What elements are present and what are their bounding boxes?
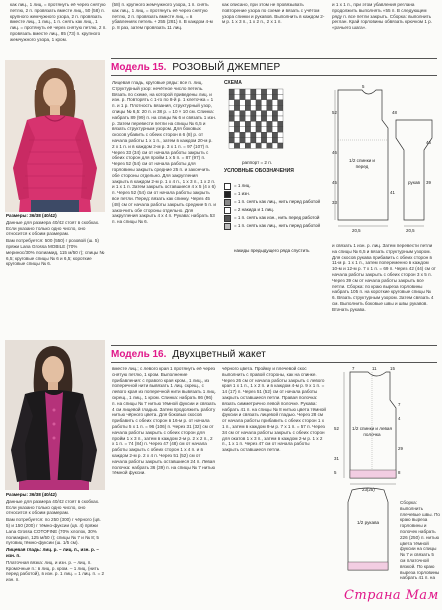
chart-cell <box>240 111 245 116</box>
chart-cell <box>229 143 234 148</box>
chart-cell <box>272 143 277 148</box>
model16-text-col-1: вместе лиц.; с левого края 1 протянуть её через снятую петлю, 1 кром. Выполнение прибавления: с правого края кром., 1 лиц., из поперечной нити вывязать 1 лиц. скрещ., с левого края из поперечной нити вывязать 1 лиц. скрещ., 1 лиц., 1 кром. Спинка: набрать 86 (96) п. на спицы № 7 нитью тёмной фуксии и связать 4 см лицевой гладью. Затем продолжить работу нитью чёрного цвета. Для боковых скосов прибавить с обеих сторон в 16-м р. от начала работы 5 х 1 п. = 96 (106) п. Через 31 (32) см от начала работы закрыть с обеих сторон для пройм 1 х 3 п., затем в каждом 2-м р. 2 х 2 п., 2 х 1 п. = 74 (84) п. Через 47 (48) см от начала работы закрыть с обеих сторон 1 х 4 п. и в каждом 2-м р. 2 х 4 п. Через 51 (52) см от начала работы закрыть оставшиеся 24 п. Левая полочка: набрать 36 (39) п. на спицы № 7 нитью тёмной фуксии. <box>112 366 216 476</box>
chart-cell <box>272 100 277 105</box>
chart-cell <box>229 116 234 121</box>
chart-cell <box>267 121 272 126</box>
model15-photo <box>5 60 105 212</box>
pink-sweater-photo <box>5 60 105 212</box>
chart-cell <box>256 89 261 94</box>
chart-cell <box>267 105 272 110</box>
model16-heading <box>111 347 266 361</box>
chart-cell <box>267 94 272 99</box>
chart-cell <box>261 132 266 137</box>
chart-cell <box>278 132 283 137</box>
legend-text: = 1 п. снять как лиц., нить перед работой <box>234 223 321 228</box>
chart-cell <box>278 100 283 105</box>
model16-title: Двухцветный жакет <box>172 348 267 360</box>
chart-cell <box>240 105 245 110</box>
chart-cell <box>251 100 256 105</box>
chart-cell <box>272 94 277 99</box>
chart-cell <box>272 127 277 132</box>
model16-info: Размеры: 36/38 (40/42) Данные для размера 40/42 стоят в скобках. Если указано только одно число, оно относится к обоим размерам. Вам потребуется: по 250 (300) г чёрного (цв. 5) и 150 (200) г тёмно-фуксии (цв. 4) пряжи Lana Grossa COTOFINE (70% хлопок, 30% полиакрил, 125 м/50 г); спицы № 7 и № 8; 5 пуговиц тёмно-фуксии (ш. 1/5 см). Лицевая гладь: лиц. р. – лиц. п., изн. р. – изн. п. Платочная вязка: лиц. и изн. р. – лиц. п. Кромочные п.: в лиц. р. кром. – 1 лиц. (нить перед работой), в изн. р. 1 лиц. = 1 лиц. п. = 2 изн. п. <box>6 492 105 583</box>
dimension-label: 20,5 <box>406 228 415 233</box>
chart-cell <box>245 116 250 121</box>
chart-cell <box>278 111 283 116</box>
chart-cell <box>245 94 250 99</box>
chart-cell <box>256 111 261 116</box>
chart-cell <box>256 105 261 110</box>
dimension-label: 7 <box>352 366 355 371</box>
chart-cell <box>272 132 277 137</box>
chart-cell <box>256 127 261 132</box>
schema-sleeve-label: рукав <box>408 180 420 185</box>
chart-cell <box>229 138 234 143</box>
legend-swatch <box>224 223 231 230</box>
chart-cell <box>278 121 283 126</box>
chart-cell <box>229 127 234 132</box>
chart-cell <box>229 89 234 94</box>
model16-sizes: Размеры: 36/38 (40/42) <box>6 492 57 497</box>
model15-text-col-2: и связать 1 изн. р. лиц. Затем перевести петли на спицы № 6,5 и вязать структурным узором. Для скосов рукава прибавить с обеих сторон в 11-м р. 1 х 1 п., затем попеременно в каждом 10-м и 12-м р. 7 х 1 п. = 69 п. Через 42 (44) см от начала работы закрыть с обеих сторон 3 х 5 п. Через 39 см от начала работы закрыть все петли. Сборка: по краю выреза горловины набрать 105 п. на короткие круговые спицы № 6. Вязать структурным узором. Затем связать 4 см. Выполнить боковые швы и швы рукавов. Втачать рукава. <box>332 243 436 312</box>
chart-cell <box>234 116 239 121</box>
dimension-label: 45 <box>332 180 337 185</box>
chart-cell <box>229 121 234 126</box>
chart-cell <box>234 121 239 126</box>
legend-item <box>224 214 328 222</box>
chart-cell <box>240 138 245 143</box>
schema-front-back-label: 1/2 спинки и перед <box>349 158 375 169</box>
model15-text-col-1: Лицевая гладь, круговые ряды: все п. лиц. Структурный узор: нечётное число петель. Вязать по схеме, на которой приведены лиц. и изн. р. Повторять с 1-го по 8-й р. 1 клеточка = 1 п. и 1 р. Плотность вязания, структурный узор, спицы № 6,5: 20 п. и 38 р. = 10 × 10 см. Спинка: набрать 89 (99) п. на спицы № 6 и связать 1 изн. р. Затем перевести петли на спицы № 6,5 и вязать структурным узором. Для боковых скосов убавить с обеих сторон в 6 (8) р. от начала работы 1 х 1 п., затем в каждом 20-м р. 2 х 1 п. и в каждом 2-м р. 3 х 1 п. = 97 (107) п. Через 33 (34) см от начала работы закрыть с обеих сторон для пройм 1 х 5 п. = 87 (97) п. Через 52 (54) см от начала работы для горловины закрыть средние 25 п. и закончить обе стороны отдельно. Для закругления закрыть в каждом 2-м р. 1 х 4 п., 1 х 3 п., 1 х 2 п. и 1 х 1 п. Затем закрыть оставшиеся 4 х 5 (4 х 6) п. Через 52 (54) см от начала работы закрыть все петли. Перед: вязать как спинку. Через 45 (48) см от начала работы закрыть средние 5 п. и закончить обе стороны отдельно. Для закругления закрыть 4 х 4 п. Рукава: набрать 53 п. на спицы № 6. <box>112 80 216 225</box>
chart-cell <box>267 138 272 143</box>
dimension-label: 48 <box>392 110 397 115</box>
model16-number: Модель 16. <box>111 348 167 360</box>
chart-cell <box>245 143 250 148</box>
chart-cell <box>245 127 250 132</box>
model16-text-col-3: Сборка: выполнить плечевые швы. По краю выреза горловины и полочек набрать 226 (250) п. нитью цвета тёмной фуксии на спицы № 7 и связать 5 см платочной вязкой. По краю выреза горловины набрать 41 п. на <box>400 500 440 580</box>
model15-chart <box>222 80 330 258</box>
chart-cell <box>251 138 256 143</box>
chart-cell <box>251 121 256 126</box>
top-text-col-3: как описано, при этом не провязывать повторение узора по схеме и вязать с учётом узора спинки и рукавов. Выполнить в каждом 2-м р. 1 х 3 п., 1 х 2 п., 2 х 1 п. <box>222 2 325 25</box>
chart-legend-title: УСЛОВНЫЕ ОБОЗНАЧЕНИЯ <box>224 168 294 174</box>
chart-cell <box>240 132 245 137</box>
chart-cell <box>272 105 277 110</box>
stitch-grid <box>228 88 288 156</box>
dimension-label: 4 <box>398 416 401 421</box>
chart-cell <box>278 105 283 110</box>
dimension-label: 52 <box>334 426 339 431</box>
chart-cell <box>267 100 272 105</box>
chart-cell <box>278 143 283 148</box>
chart-cell <box>251 143 256 148</box>
chart-cell <box>251 116 256 121</box>
dimension-label: 7 <box>398 402 401 407</box>
model16-sleeve-schema <box>338 486 398 586</box>
legend-text: = 1 п. снять как изн., нить перед работой <box>234 215 320 220</box>
chart-cell <box>240 121 245 126</box>
model16-photo <box>5 340 105 490</box>
chart-title: СХЕМА <box>224 80 242 86</box>
legend-text: = 1 п. снять как лиц., нить перед работой <box>234 199 321 204</box>
dimension-label: 46 <box>332 150 337 155</box>
model16-rule <box>111 345 437 346</box>
dimension-label: 29 <box>398 446 403 451</box>
chart-cell <box>261 127 266 132</box>
chart-rapport: раппорт = 2 п. <box>242 160 273 165</box>
site-watermark: Страна Мам <box>344 588 439 603</box>
chart-cell <box>261 143 266 148</box>
chart-cell <box>256 132 261 137</box>
chart-cell <box>240 89 245 94</box>
chart-cell <box>261 111 266 116</box>
chart-cell <box>234 100 239 105</box>
model15-sizes: Размеры: 36/38 (40/42) <box>6 213 57 218</box>
legend-item <box>224 182 328 190</box>
chart-cell <box>229 100 234 105</box>
chart-cell <box>234 111 239 116</box>
chart-cell <box>267 111 272 116</box>
top-text-col-1: как лиц., 1 лиц. = протянуть её через снятую петлю, 2 п. провязать вместе лиц., 50 (58) п. крупного жемчужного узора, 2 п. провязать вместе лиц., 1 лиц., 1 п. снять как лиц., 1 лиц. = протянуть её через снятую петлю, 2 п. провязать вместе лиц., 85 (73) п. крупного жемчужного узора, 1 кром. <box>10 2 107 42</box>
dimension-label: 23(25) <box>362 487 375 492</box>
chart-cell <box>278 116 283 121</box>
legend-text: = 1 лиц. <box>234 183 251 188</box>
chart-cell <box>267 132 272 137</box>
chart-cell <box>234 94 239 99</box>
chart-cell <box>261 105 266 110</box>
model15-schema <box>332 80 438 240</box>
top-text-col-2: (58) п. крупного жемчужного узора, 1 п. снять как лиц., 1 лиц. = протянуть её через снятую петлю, 2 п. провязать вместе лиц. = в убавлениях петель + 255 (281) п. В каждом 4-м р. 8 раз, затем провязать 11 лиц. <box>112 2 213 31</box>
schema16-sleeve-label: 1/2 рукава <box>356 520 380 525</box>
chart-cell <box>261 100 266 105</box>
model15-number: Модель 15. <box>111 61 167 73</box>
chart-cell <box>256 138 261 143</box>
legend-item <box>224 190 328 198</box>
chart-cell <box>256 121 261 126</box>
model15-heading <box>111 60 280 74</box>
chart-cell <box>261 121 266 126</box>
dimension-label: 46 <box>426 140 431 145</box>
chart-cell <box>234 143 239 148</box>
chart-cell <box>251 89 256 94</box>
chart-cell <box>234 127 239 132</box>
chart-cell <box>251 105 256 110</box>
chart-cell <box>245 111 250 116</box>
chart-cell <box>245 89 250 94</box>
legend-text: = 1 изн. <box>234 191 250 196</box>
top-text-col-4: и 1 х 1 п., при этом убавления реглана продолжить выполнять «55 п. В следующем ряду п. все петли закрыть. Сборка: выполнить реглан. Край горловины обвязать крючком 1 р. «рачьего шага». <box>332 2 432 31</box>
chart-cell <box>272 111 277 116</box>
chart-cell <box>240 100 245 105</box>
chart-cell <box>261 138 266 143</box>
two-tone-jacket-photo <box>5 340 105 490</box>
chart-cell <box>245 132 250 137</box>
chart-cell <box>240 143 245 148</box>
chart-cell <box>245 138 250 143</box>
legend-swatch <box>224 215 231 222</box>
model15-info: Размеры: 36/38 (40/42) Данные для размера 40/42 стоят в скобках. Если указано только одно число, оно относится к обоим размерам. Вам потребуется: 500 (550) г розовой (ш. 5) пряжи Lana Grossa MOBILE (70% меринос/30% полиамид, 115 м/50 г); спицы № 6,5; круговые спицы № 6 и 6,5; короткие круговые спицы № 6. <box>6 213 105 267</box>
dimension-label: 31 <box>334 456 339 461</box>
chart-cell <box>234 89 239 94</box>
chart-cell <box>256 94 261 99</box>
chart-cell <box>267 89 272 94</box>
model16-rule-bottom <box>111 362 437 363</box>
chart-cell <box>245 100 250 105</box>
dimension-label: 39 <box>426 180 431 185</box>
chart-cell <box>240 94 245 99</box>
chart-cell <box>272 116 277 121</box>
chart-cell <box>272 121 277 126</box>
chart-cell <box>256 116 261 121</box>
chart-cell <box>278 89 283 94</box>
dimension-label: 5 <box>334 470 337 475</box>
model15-rule <box>111 58 437 59</box>
chart-cell <box>229 111 234 116</box>
chart-cell <box>234 105 239 110</box>
chart-cell <box>261 89 266 94</box>
chart-cell <box>251 94 256 99</box>
chart-cell <box>251 132 256 137</box>
chart-cell <box>261 94 266 99</box>
chart-cell <box>245 105 250 110</box>
schema16-back-label: 1/2 спинки и левая полочка <box>352 426 392 437</box>
chart-cell <box>245 121 250 126</box>
legend-swatch <box>224 191 231 198</box>
model15-title: РОЗОВЫЙ ДЖЕМПЕР <box>172 61 281 73</box>
chart-legend <box>224 182 328 230</box>
dimension-label: 20,5 <box>352 228 361 233</box>
legend-swatch <box>224 199 231 206</box>
chart-cell <box>234 132 239 137</box>
chart-cell <box>278 127 283 132</box>
chart-cell <box>229 94 234 99</box>
legend-swatch <box>224 207 231 214</box>
legend-item <box>224 206 328 214</box>
legend-swatch <box>224 183 231 190</box>
chart-cell <box>272 138 277 143</box>
chart-cell <box>256 100 261 105</box>
legend-item <box>224 222 328 230</box>
dimension-label: 41 <box>390 190 395 195</box>
chart-cell <box>261 116 266 121</box>
chart-cell <box>240 116 245 121</box>
dimension-label: 33 <box>332 200 337 205</box>
legend-text: = 2 накида и 1 лиц. <box>234 207 274 212</box>
chart-cell <box>251 111 256 116</box>
legend-item <box>224 198 328 206</box>
dimension-label: 52 <box>332 110 337 115</box>
dimension-label: 8 <box>398 470 401 475</box>
model16-sleeve-drawing <box>338 486 398 586</box>
chart-cell <box>278 94 283 99</box>
chart-cell <box>256 143 261 148</box>
chart-cell <box>278 138 283 143</box>
chart-cell <box>234 138 239 143</box>
chart-cell <box>267 127 272 132</box>
chart-cell <box>267 116 272 121</box>
dimension-label: 15 <box>390 366 395 371</box>
model16-text-col-2: чёрного цвета. Пройму и плечевой скос выполнить с правой стороны, как на спинке. Через 26 см от начала работы закрыть с левого края 1 х 1 п., 1 х 2 п. и в каждом 4-м р. 9 х 1 п. = 14 (17) п. Через 51 (52) см от начала работы закрыть оставшиеся петли. Правая полочка: вязать симметрично левой полочке. Рукава: набрать 41 п. на спицы № 8 нитью цвета тёмной фуксии и связать лицевой гладью. Через 28 см от начала работы прибавить с обеих сторон 1 х 1 п., затем в каждом 8-м р. 7 х 1 п. = 57 п. Через 34 см от начала работы закрыть с обеих сторон для окатов 1 х 3 п., затем в каждом 2-м р. 1 х 2 п., 1 х 1 п. Через 47 см от начала работы закрыть оставшиеся петли. <box>222 366 326 453</box>
chart-legend-foot: накиды предыдущего ряда спустить <box>234 248 310 253</box>
chart-cell <box>272 89 277 94</box>
chart-cell <box>229 132 234 137</box>
chart-cell <box>229 105 234 110</box>
dimension-label: 11 <box>372 366 377 371</box>
chart-cell <box>267 143 272 148</box>
chart-cell <box>240 127 245 132</box>
chart-cell <box>251 127 256 132</box>
model15-rule-bottom <box>111 75 437 76</box>
dimension-label: 5 <box>362 84 365 89</box>
